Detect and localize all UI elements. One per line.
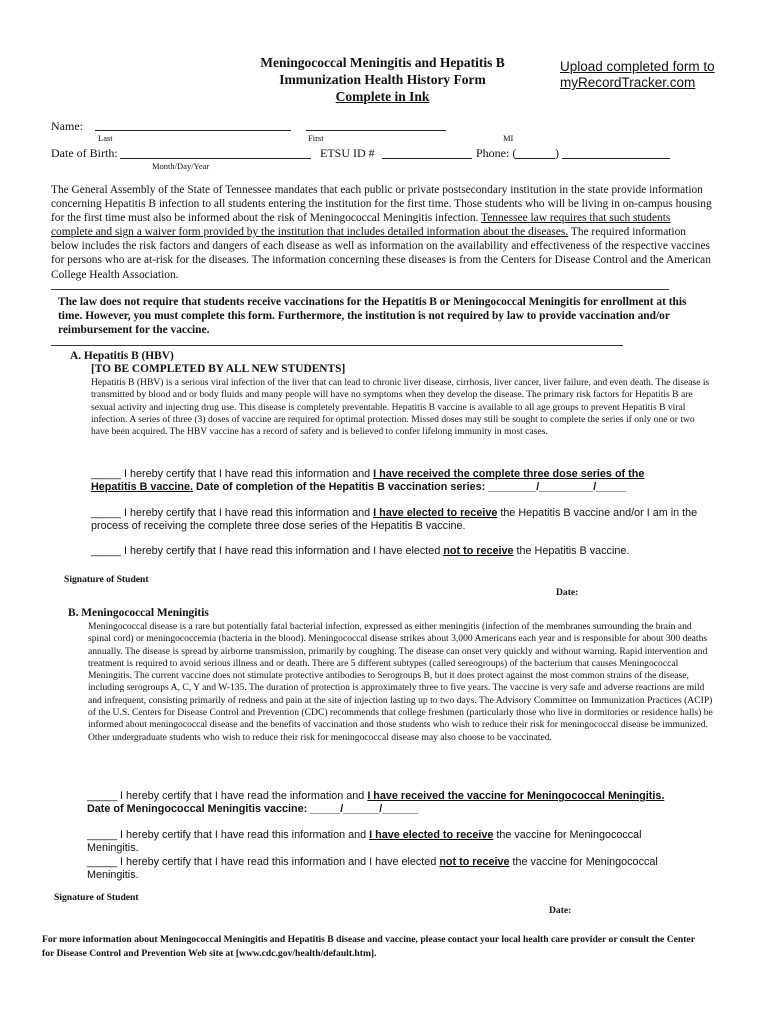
mening-elected-rest: the vaccine for Meningococcal Meningitis. [87,829,642,855]
section-b-date-label: Date: [549,905,572,916]
mening-option-elected[interactable] [87,829,667,856]
last-name-field[interactable] [95,130,291,131]
dob-hint: Month/Day/Year [152,161,210,171]
last-label: Last [98,133,113,143]
mening-elected-text: I hereby certify that I have read this information and [117,829,370,841]
mening-received-blank[interactable]: _____ [87,790,118,802]
hepb-declined-text: I hereby certify that I have read this information and I have elected [121,545,444,557]
mi-label: MI [503,133,514,143]
section-a-signature-label: Signature of Student [64,574,149,585]
mening-elected-emph: I have elected to receive [369,829,494,841]
intro-paragraph [51,183,713,282]
title-line-1: Meningococcal Meningitis and Hepatitis B [260,55,505,70]
section-a-subheading: [TO BE COMPLETED BY ALL NEW STUDENTS] [91,363,346,375]
mening-received-emph: I have received the vaccine for Meningococcal Meningitis. [367,790,665,802]
section-b-signature-label: Signature of Student [54,892,139,903]
section-a-date-label: Date: [556,587,579,598]
section-b-heading: B. Meningococcal Meningitis [68,607,209,619]
mening-declined-rest: the vaccine for Meningococcal Meningitis. [87,856,658,882]
hepb-received-text: I hereby certify that I have read this information and [121,468,374,480]
mening-option-received[interactable] [87,790,687,817]
section-b-body: Meningococcal disease is a rare but potentially fatal bacterial infection, expressed as either meningitis (infection of the membranes surrounding the brain and spinal cord) or meningococcemia (bacteria in the blood). Meningococcal disease strikes about 3,000 Americans each year and is responsible for about 300 deaths annually. The disease is spread by airborne transmission, primarily by coughing. The disease can onset very quickly and without warning. Rapid intervention and treatment is required to avoid serious illness and or death. There are 5 different subtypes (called sereogroups) of the bacterium that causes Meningococcal Meningitis. The current vaccine does not stimulate protective antibodies to Serogroups B, but it does protect against the most common strains of the disease, including serogroups A, C, Y and W-135. The duration of protection is approximately three to five years. The vaccine is very safe and adverse reactions are mild and infrequent, consisting primarily of redness and pain at the site of injection lasting up to two days. The Advisory Committee on Immunization Practices (ACIP) of the U.S. Centers for Disease Control and Prevention (CDC) recommends that college freshmen (particularly those who live in dormitories or residence halls) be informed about meningococcal disease and the benefits of vaccination and those students who wish to reduce their risk for meningococcal disease be immunized. Other undergraduate students who wish to reduce their risk for meningococcal disease may also choose to be vaccinated. [88,621,713,743]
first-name-field[interactable] [306,130,446,131]
hepb-elected-text: I hereby certify that I have read this information and [121,507,374,519]
hepb-option-received[interactable] [91,468,681,495]
divider-bottom [51,345,623,346]
mening-declined-blank[interactable]: _____ [87,856,118,868]
mening-vaccine-date[interactable]: Date of Meningococcal Meningitis vaccine: _____/______/______ [87,803,419,816]
phone-area-field[interactable] [515,158,555,159]
hepb-completion-date[interactable]: Date of completion of the Hepatitis B vaccination series: ________/_________/_____ [193,481,627,494]
mening-declined-emph: not to receive [439,856,510,868]
phone-number-field[interactable] [562,158,670,159]
hepb-declined-rest: the Hepatitis B vaccine. [513,545,630,557]
mening-declined-text: I hereby certify that I have read this information and I have elected [117,856,440,868]
hepb-option-elected[interactable] [91,507,701,534]
phone-paren: ) [555,146,559,160]
upload-instructions [560,59,715,91]
section-a-heading: A. Hepatitis B (HBV) [70,350,174,362]
intro-text-2: The required information below includes the risk factors and dangers of each disease as well as information on the availability and effectiveness of the respective vaccines for persons who are at-risk for the diseases. The information concerning these diseases is from the Centers for Disease Control and the American College Health Association. [51,226,711,281]
form-title [200,54,565,105]
intro-text-1: The General Assembly of the State of Tennessee mandates that each public or private postsecondary institution in the state provide information concerning Hepatitis B infection to all students entering the institution for the first time. Those students who will be living in on-campus housing for the first time must also be informed about the risk of Meningococcal Meningitis infection. [51,184,712,225]
section-a-body: Hepatitis B (HBV) is a serious viral infection of the liver that can lead to chronic liver disease, cirrhosis, liver cancer, liver failure, and even death. The disease is transmitted by blood and or body fluids and many people will have no symptoms when they develop the disease. The primary risk factors for Hepatitis B are sexual activity and injecting drug use. This disease is completely preventable. Hepatitis B vaccine is available to all age groups to prevent Hepatitis B viral infection. A series of three (3) doses of vaccine are required for optimal protection. Missed doses may still be sought to complete the series if only one or two have been acquired. The HBV vaccine has a record of safety and is believed to confer lifelong immunity in most cases. [91,377,710,438]
hepb-elected-emph: I have elected to receive [373,507,498,519]
hepb-declined-emph: not to receive [443,545,514,557]
intro-law-text: Tennessee law requires that such students complete and sign a waiver form provided by the institution that includes detailed information about the diseases. [51,212,671,239]
name-label: Name: [51,119,83,133]
etsu-id-label: ETSU ID # [320,146,375,160]
hepb-elected-rest: the Hepatitis B vaccine and/or I am in the process of receiving the complete three dose series of the Hepatitis B vaccine. [91,507,698,533]
hepb-option-declined[interactable] [91,545,701,558]
title-line-2: Immunization Health History Form [279,72,486,87]
law-notice: The law does not require that students receive vaccinations for the Hepatitis B or Meningococcal Meningitis for enrollment at this time. However, you must complete this form. Furthermore, the institution is not required by law to provide vaccination and/or reimbursement for the vaccine. [58,296,687,337]
mening-received-text: I hereby certify that I have read the information and [117,790,368,802]
title-line-3: Complete in Ink [335,89,430,104]
footer-info: For more information about Meningococcal Meningitis and Hepatitis B disease and vaccine, please contact your local health care provider or consult the Center for Disease Control and Prevention Web site at [www.cdc.gov/health/default.htm]. [42,934,695,959]
hepb-elected-blank[interactable]: _____ [91,507,122,519]
phone-label: Phone: ( [476,146,517,160]
upload-line-2: myRecordTracker.com [560,75,696,90]
hepb-declined-blank[interactable]: _____ [91,545,122,557]
hepb-received-blank[interactable]: _____ [91,468,122,480]
upload-line-1: Upload completed form to [560,59,715,74]
first-label: First [308,133,324,143]
dob-label: Date of Birth: [51,146,118,160]
dob-field[interactable] [120,158,311,159]
hepb-received-emph: I have received the complete three dose series of the Hepatitis B vaccine. [91,468,645,494]
etsu-id-field[interactable] [382,158,472,159]
mening-option-declined[interactable] [87,856,687,883]
divider-top [51,289,669,290]
mening-elected-blank[interactable]: _____ [87,829,118,841]
